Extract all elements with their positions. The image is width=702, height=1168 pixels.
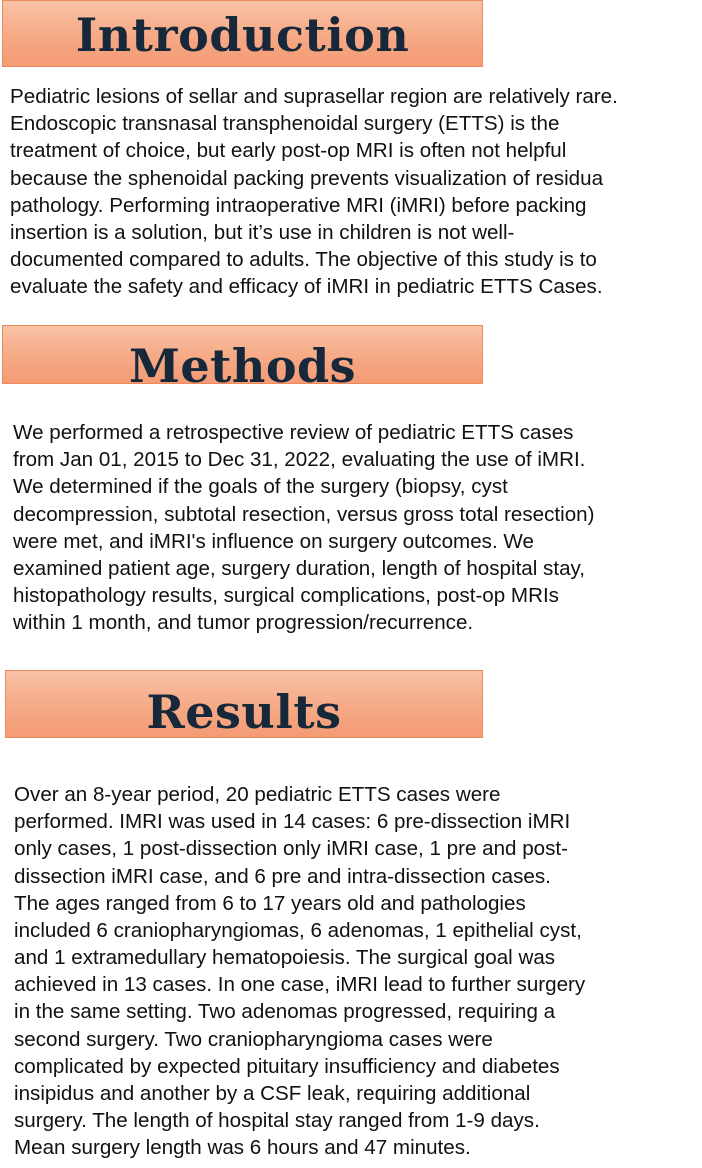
introduction-heading: Introduction <box>75 8 410 62</box>
paragraph-line: in the same setting. Two adenomas progressed, requiring a <box>14 1000 556 1024</box>
paragraph-line: surgery. The length of hospital stay ranged from 1-9 days. <box>14 1109 540 1133</box>
paragraph-line: second surgery. Two craniopharyngioma cases were <box>14 1027 493 1051</box>
results-paragraph <box>14 781 585 1161</box>
paragraph-line: because the sphenoidal packing prevents visualization of residua <box>10 166 604 190</box>
paragraph-line: pathology. Performing intraoperative MRI (iMRI) before packing <box>10 193 587 217</box>
paragraph-line: Endoscopic transnasal transphenoidal surgery (ETTS) is the <box>10 112 560 136</box>
paragraph-line: Mean surgery length was 6 hours and 47 minutes. <box>14 1136 471 1160</box>
introduction-paragraph <box>10 83 702 300</box>
introduction-banner <box>2 0 483 67</box>
methods-heading: Methods <box>128 339 357 393</box>
methods-banner <box>2 325 483 393</box>
paragraph-line: only cases, 1 post-dissection only iMRI case, 1 pre and post- <box>14 837 569 861</box>
paragraph-line: insertion is a solution, but it’s use in children is not well- <box>10 220 515 244</box>
paragraph-line: within 1 month, and tumor progression/recurrence. <box>13 611 474 635</box>
results-heading: Results <box>146 685 342 739</box>
paragraph-line: achieved in 13 cases. In one case, iMRI lead to further surgery <box>14 973 586 997</box>
paragraph-line: performed. IMRI was used in 14 cases: 6 pre-dissection iMRI <box>14 810 571 834</box>
paragraph-line: treatment of choice, but early post-op MRI is often not helpful <box>10 139 567 163</box>
paragraph-line: documented compared to adults. The objective of this study is to <box>10 248 597 272</box>
paragraph-line: examined patient age, surgery duration, length of hospital stay, <box>13 556 586 580</box>
paragraph-line: included 6 craniopharyngiomas, 6 adenomas, 1 epithelial cyst, <box>14 918 582 942</box>
paragraph-line: Pediatric lesions of sellar and suprasellar region are relatively rare. <box>10 85 618 108</box>
paragraph-line: and 1 extramedullary hematopoiesis. The surgical goal was <box>14 946 556 970</box>
paragraph-line: from Jan 01, 2015 to Dec 31, 2022, evaluating the use of iMRI. <box>13 448 586 472</box>
paragraph-line: insipidus and another by a CSF leak, requiring additional <box>14 1081 531 1105</box>
paragraph-line: The ages ranged from 6 to 17 years old and pathologies <box>14 891 526 915</box>
paragraph-line: evaluate the safety and efficacy of iMRI in pediatric ETTS Cases. <box>10 275 603 299</box>
paragraph-line: Over an 8-year period, 20 pediatric ETTS cases were <box>14 783 501 806</box>
methods-paragraph <box>13 419 594 636</box>
paragraph-line: dissection iMRI case, and 6 pre and intra-dissection cases. <box>14 864 551 888</box>
results-banner <box>5 670 483 738</box>
paragraph-line: decompression, subtotal resection, versus gross total resection) <box>13 502 595 526</box>
paragraph-line: We performed a retrospective review of pediatric ETTS cases <box>13 421 574 444</box>
paragraph-line: We determined if the goals of the surgery (biopsy, cyst <box>13 475 508 499</box>
paragraph-line: complicated by expected pituitary insufficiency and diabetes <box>14 1054 560 1078</box>
paragraph-line: histopathology results, surgical complications, post-op MRIs <box>13 584 559 608</box>
paragraph-line: were met, and iMRI's influence on surgery outcomes. We <box>13 529 534 553</box>
